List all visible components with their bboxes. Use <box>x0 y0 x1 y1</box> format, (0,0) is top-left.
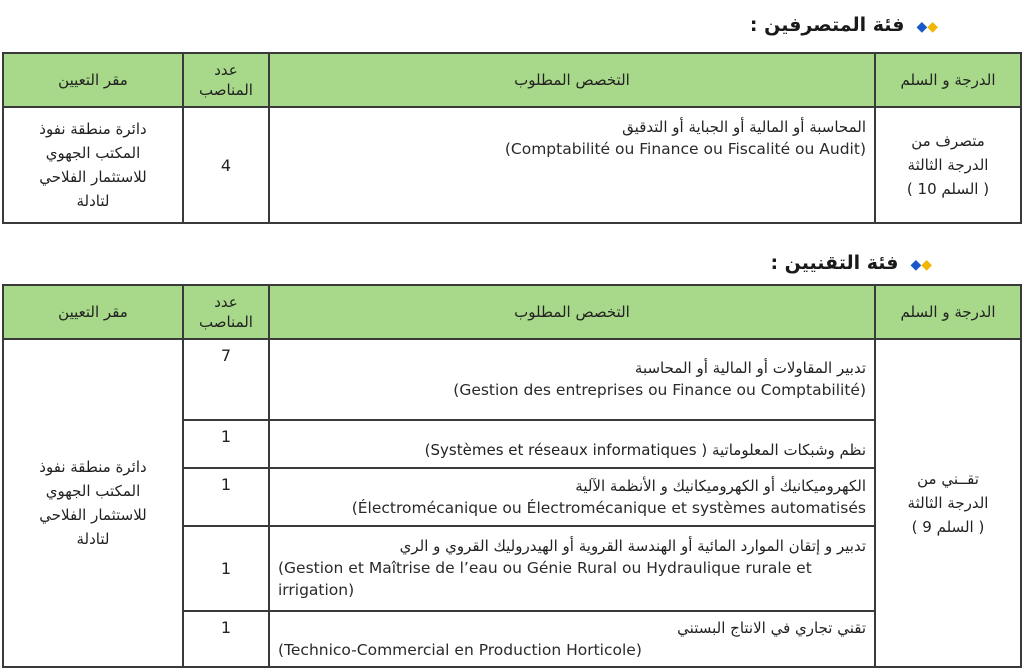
positions-count: 1 <box>183 526 269 610</box>
table-header-row <box>3 285 1021 339</box>
section-title-text: فئة المتصرفين : <box>749 14 905 36</box>
positions-count: 1 <box>183 468 269 526</box>
specialty-cell <box>269 611 875 667</box>
specialty-arabic: تقني تجاري في الانتاج البستني <box>677 618 866 637</box>
specialty-arabic: تدبير و إتقان الموارد المائية أو الهندسة القروية أو الهيدروليك القروي و الري <box>399 537 866 556</box>
table-row <box>3 107 1021 223</box>
positions-count: 1 <box>183 420 269 468</box>
specialty-cell <box>269 107 875 223</box>
section-title-administrators <box>750 14 938 36</box>
specialty-french: (Gestion des entreprises ou Finance ou Comptabilité) <box>453 381 866 400</box>
diamond-bullet-icon: ◆◆ <box>916 19 938 35</box>
header-count: عدد المناصب <box>183 285 269 339</box>
administrators-table <box>2 52 1022 224</box>
header-location: مقر التعيين <box>3 53 183 107</box>
specialty-cell <box>269 420 875 468</box>
specialty-french: (Électromécanique ou Électromécanique et systèmes automatisés <box>351 499 866 518</box>
specialty-french: (Technico-Commercial en Production Horticole) <box>278 640 642 659</box>
specialty-line: نظم وشبكات المعلوماتية ( Systèmes et réseaux informatiques) <box>424 440 866 459</box>
specialty-cell <box>269 339 875 419</box>
grade-cell: متصرف من الدرجة الثالثة ( السلم 10 ) <box>875 107 1021 223</box>
specialty-french: (Comptabilité ou Finance ou Fiscalité ou Audit) <box>504 140 866 158</box>
header-count: عدد المناصب <box>183 53 269 107</box>
specialty-arabic: الكهروميكانيك أو الكهروميكانيك و الأنظمة الآلية <box>575 477 866 496</box>
table-row <box>3 339 1021 419</box>
positions-count: 7 <box>183 339 269 419</box>
positions-count: 1 <box>183 611 269 667</box>
header-grade: الدرجة و السلم <box>875 53 1021 107</box>
specialty-arabic: المحاسبة أو المالية أو الجباية أو التدقيق <box>622 118 866 136</box>
header-location: مقر التعيين <box>3 285 183 339</box>
specialty-cell <box>269 468 875 526</box>
header-grade: الدرجة و السلم <box>875 285 1021 339</box>
header-specialty: التخصص المطلوب <box>269 285 875 339</box>
section-title-text: فئة التقنيين : <box>770 252 899 274</box>
diamond-bullet-icon: ◆◆ <box>910 257 932 273</box>
table-header-row <box>3 53 1021 107</box>
grade-cell: تقــني من الدرجة الثالثة ( السلم 9 ) <box>875 339 1021 667</box>
technicians-table <box>2 284 1022 668</box>
specialty-cell <box>269 526 875 610</box>
positions-count: 4 <box>183 107 269 223</box>
specialty-arabic: تدبير المقاولات أو المالية أو المحاسبة <box>634 359 866 378</box>
header-specialty: التخصص المطلوب <box>269 53 875 107</box>
location-cell: دائرة منطقة نفوذ المكتب الجهوي للاستثمار الفلاحي لتادلة <box>3 339 183 667</box>
specialty-french: (Gestion et Maîtrise de l’eau ou Génie Rural ou Hydraulique rurale et irrigation) <box>278 559 812 600</box>
section-title-technicians <box>770 252 932 274</box>
location-cell: دائرة منطقة نفوذ المكتب الجهوي للاستثمار الفلاحي لتادلة <box>3 107 183 223</box>
